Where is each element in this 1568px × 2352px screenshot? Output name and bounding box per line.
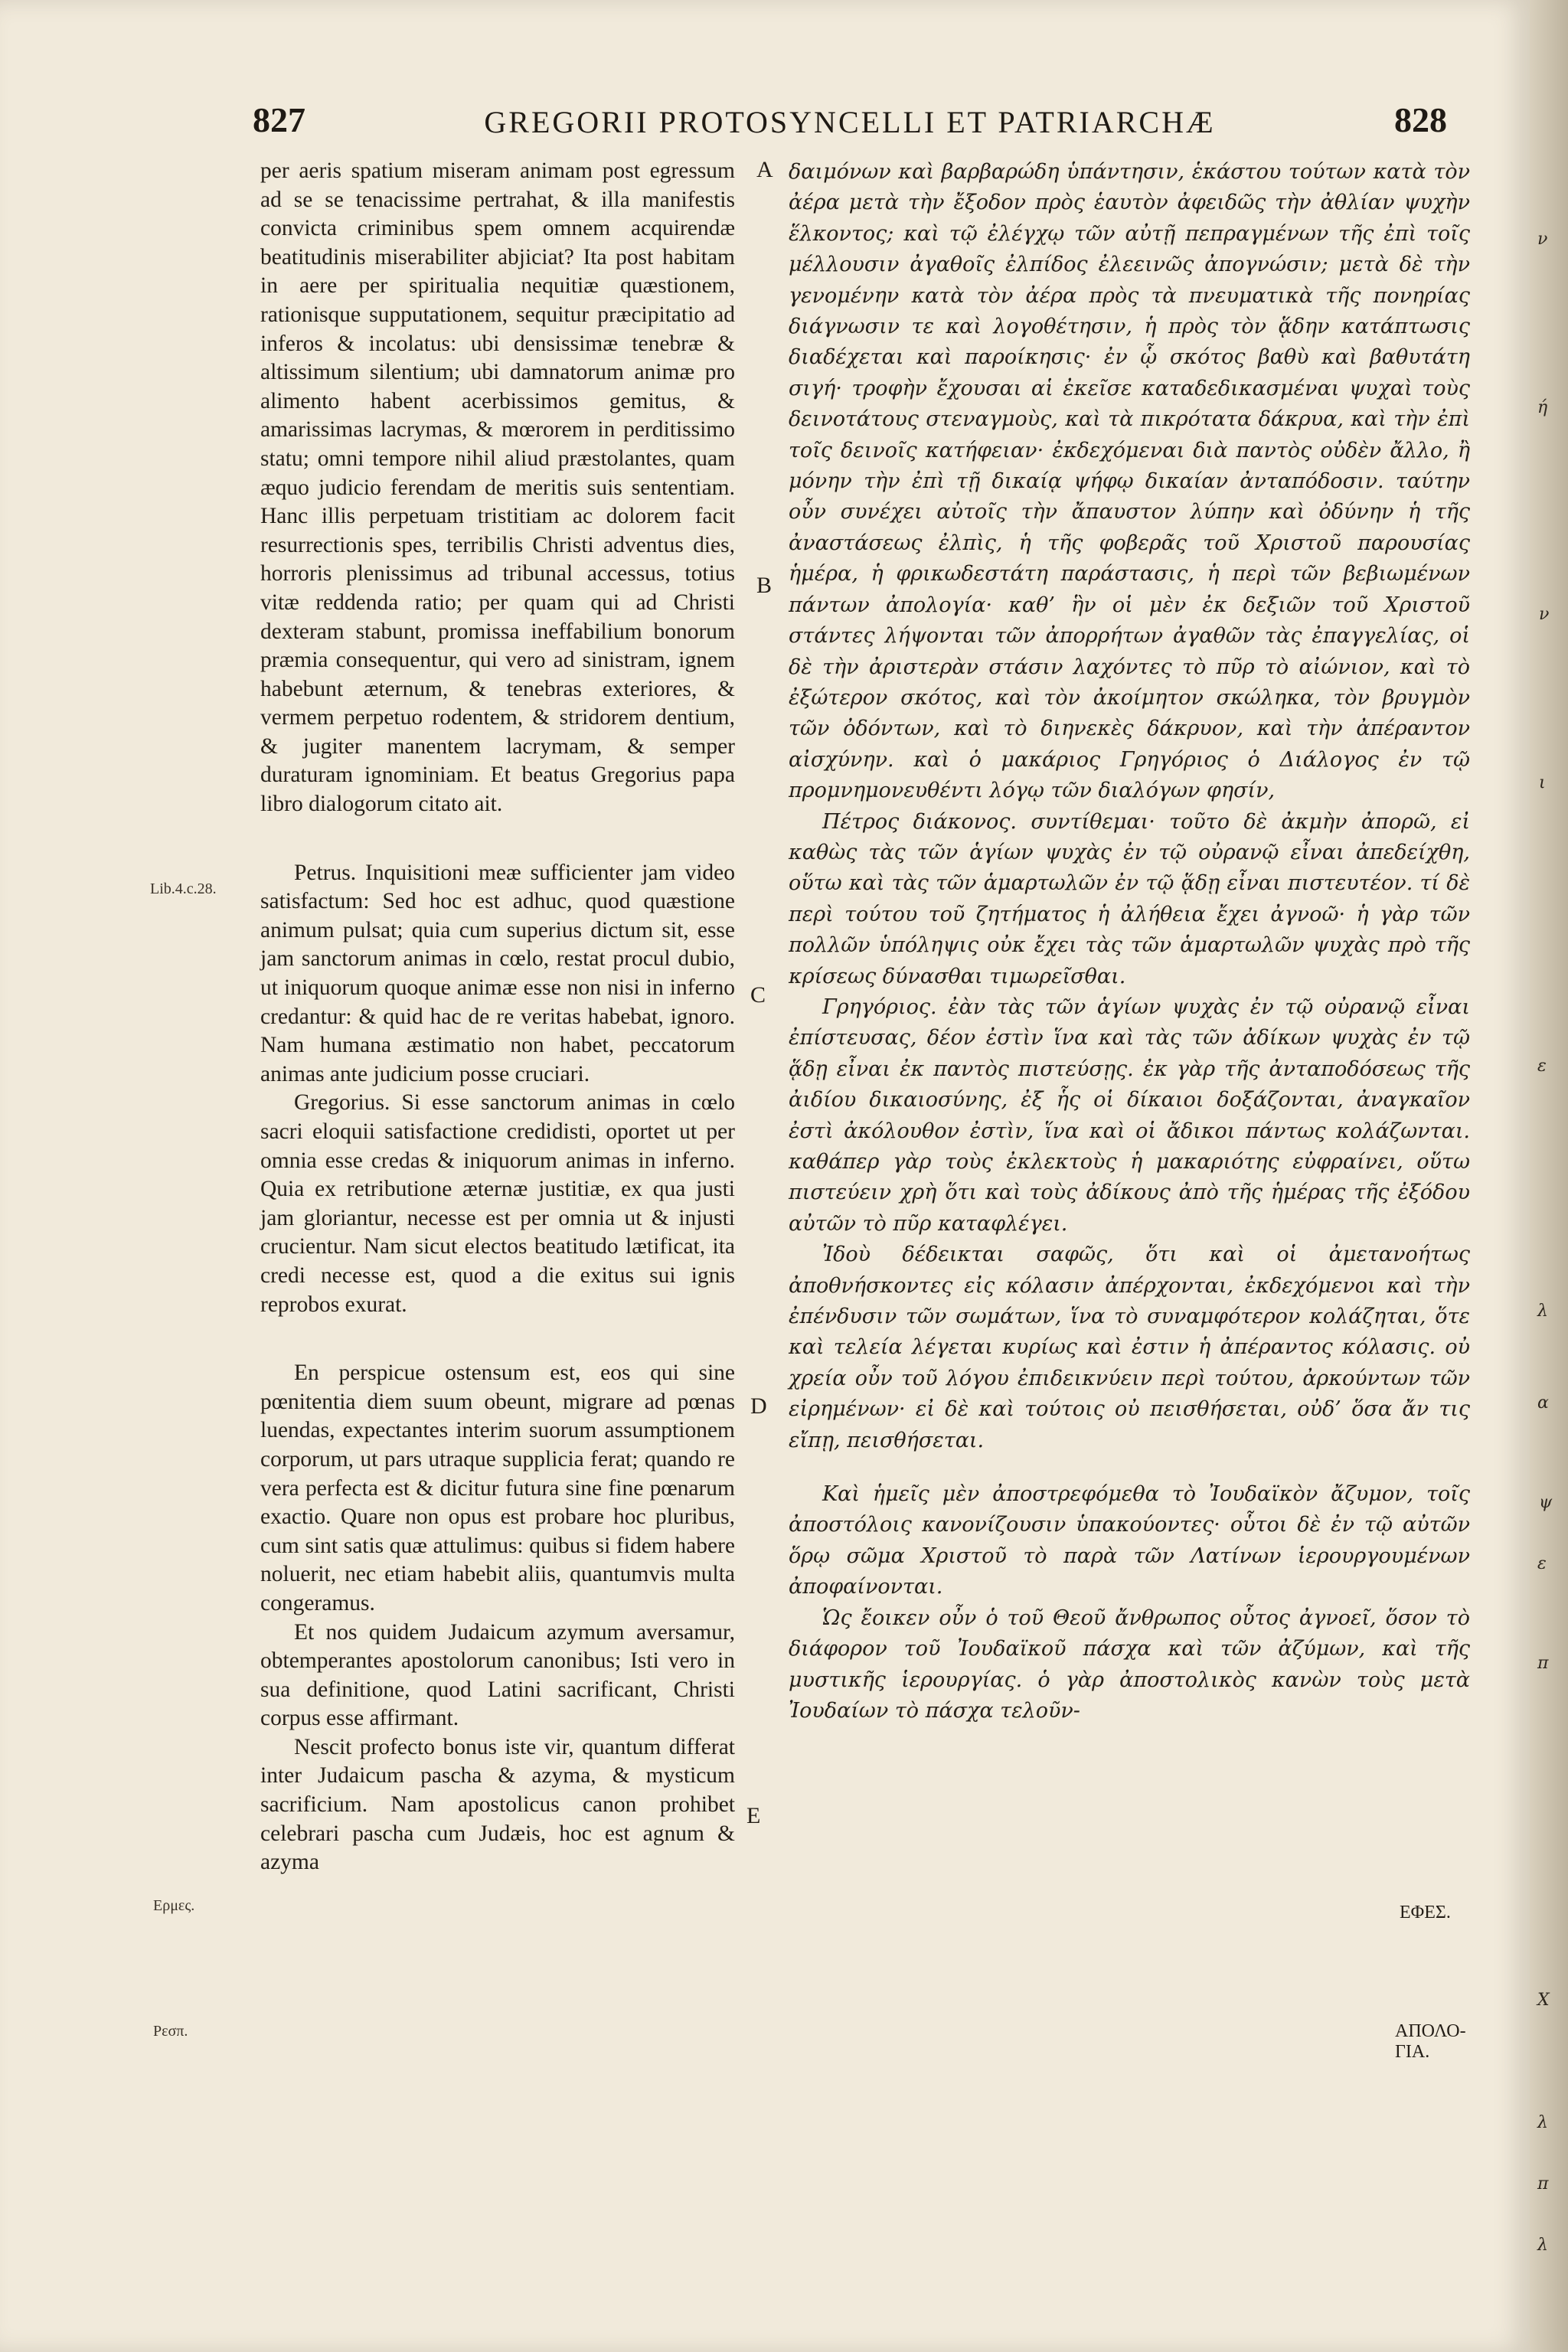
- edge-fragment: ν: [1537, 230, 1548, 249]
- latin-paragraph: Nescit profecto bonus iste vir, quantum differat inter Judaicum pascha & azyma, & mysticum sacrificium. Nam apostolicus canon prohibet celebrari pascha cum Judæis, hoc est agnum & azyma: [260, 1734, 735, 1875]
- page-header: [253, 100, 1447, 145]
- latin-column: [260, 157, 735, 1877]
- edge-fragment: ή: [1537, 398, 1548, 417]
- margin-ref-lib: Lib.4.c.28.: [150, 880, 217, 897]
- greek-paragraph: Ὡς ἔοικεν οὖν ὁ τοῦ Θεοῦ ἄνθρωπος οὗτος ἀγνοεῖ, ὅσον τὸ διάφορον τοῦ Ἰουδαϊκοῦ πάσχα καὶ τῶν ἀζύμων, καὶ τῆς μυστικῆς ἱερουργίας. ὁ γὰρ ἀποστολικὸς κανὼν τοὺς μετὰ Ἰουδαίων τὸ πάσχα τελοῦν-: [789, 1606, 1470, 1723]
- page-number-right: 828: [1394, 100, 1447, 139]
- edge-fragment: λ: [1537, 2113, 1548, 2132]
- edge-fragment: λ: [1537, 2236, 1548, 2255]
- margin-note-ephes: ΕΦΕΣ.: [1400, 1903, 1451, 1922]
- latin-paragraph: Gregorius. Si esse sanctorum animas in cœlo sacri eloquii satisfactione credidisti, oportet ut per omnia esse credas & iniquorum animas in inferno. Quia ex retributione æternæ justitiæ, ex qua justi jam gloriantur, necesse est per omnia ut & injusti crucientur. Nam sicut electos beatitudo lætificat, ita credi necesse est, quod a die exitus sui ignis reprobos exurat.: [260, 1090, 735, 1317]
- section-letter-c: C: [750, 982, 766, 1008]
- edge-fragment: ψ: [1539, 1493, 1553, 1512]
- edge-fragment: π: [1537, 2174, 1549, 2194]
- section-letter-d: D: [750, 1393, 767, 1419]
- greek-paragraph: δαιμόνων καὶ βαρβαρώδη ὑπάντησιν, ἑκάστου τούτων κατὰ τὸν ἀέρα μετὰ τὴν ἔξοδον πρὸς ἑαυτὸν ἀφειδῶς τὴν ἀθλίαν ψυχὴν ἕλκοντος; καὶ τῷ ἐλέγχῳ τῶν αὐτῇ πεπραγμένων τῆς ἐπὶ τοῖς μέλλουσιν ἀγαθοῖς ἐλπίδος ἐλεεινῶς ἀπογνώσιν; μετὰ δὲ τὴν γενομένην κατὰ τὸν ἀέρα πρὸς τὰ πνευματικὰ τῆς πονηρίας διάγνωσιν τε καὶ λογοθέτησιν, ἡ πρὸς τὸν ᾅδην κατάπτωσις διαδέχεται καὶ παροίκησις· ἐν ᾧ σκότος βαθὺ καὶ βαθυτάτη σιγή· τροφὴν ἔχουσαι αἱ ἐκεῖσε καταδεδικασμέναι ψυχαὶ τοὺς δεινοτάτους στεναγμοὺς, καὶ τὰ πικρότατα δάκρυα, καὶ τὴν ἐπὶ τοῖς δεινοῖς κατήφειαν· ἐκδεχόμεναι διὰ παντὸς οὐδὲν ἄλλο, ἢ μόνην τὴν ἐπὶ τῇ δικαίᾳ ψήφῳ δικαίαν ἀνταπόδοσιν. ταύτην οὖν συνέχει αὐτοῖς τὴν ἄπαυστον λύπην καὶ ὀδύνην ἡ τῆς ἀναστάσεως ἐλπὶς, ἡ τῆς φοβερᾶς τοῦ Χριστοῦ παρουσίας ἡμέρα, ἡ φρικωδεστάτη παράστασις, ἡ περὶ τῶν βεβιωμένων πάντων ἀπολογία· καθ’ ἣν οἱ μὲν ἐκ δεξιῶν τοῦ Χριστοῦ στάντες λήψονται τῶν ἀπορρήτων ἀγαθῶν τὰς ἐπαγγελίας, οἱ δὲ τὴν ἀριστερὰν στάσιν λαχόντες τὸ πῦρ τὸ αἰώνιον, καὶ τὸ ἐξώτερον σκότος, καὶ τὸν ἀκοίμητον σκώληκα, τὸν βρυγμὸν τῶν ὀδόντων, καὶ τὸ διηνεκὲς δάκρυον, καὶ τὴν ἀπέραντον αἰσχύνην. καὶ ὁ μακάριος Γρηγόριος ὁ Διάλογος ἐν τῷ προμνημονευθέντι λόγῳ τῶν διαλόγων φησίν,: [789, 160, 1470, 803]
- greek-paragraph: Γρηγόριος. ἐὰν τὰς τῶν ἁγίων ψυχὰς ἐν τῷ οὐρανῷ εἶναι ἐπίστευσας, δέον ἐστὶν ἵνα καὶ τὰς τῶν ἀδίκων ψυχὰς ἐν τῷ ᾅδῃ εἶναι ἐκ παντὸς πιστεύσῃς. ἐκ γὰρ τῆς ἀνταποδόσεως τῆς ἀιδίου δικαιοσύνης, ἐξ ἧς οἱ δίκαιοι δοξάζονται, ἀναγκαῖον ἐστὶ ἀκόλουθον ἐστὶν, ἵνα καὶ οἱ ἄδικοι πάντως κολάζωνται. καθάπερ γὰρ τοὺς ἐκλεκτοὺς ἡ μακαριότης εὐφραίνει, οὕτω πιστεύειν χρὴ ὅτι καὶ τοὺς ἀδίκους ἀπὸ τῆς ἡμέρας τῆς ἐξόδου αὐτῶν τὸ πῦρ καταφλέγει.: [789, 995, 1470, 1236]
- latin-paragraph: Et nos quidem Judaicum azymum aversamur, obtemperantes apostolorum canonibus; Isti vero in sua definitione, quod Latini sacrificant, Christi corpus esse affirmant.: [260, 1619, 735, 1731]
- edge-fragment: ε: [1537, 1057, 1547, 1076]
- greek-paragraph: Πέτρος διάκονος. συντίθεμαι· τοῦτο δὲ ἀκμὴν ἀπορῶ, εἰ καθὼς τὰς τῶν ἁγίων ψυχὰς ἐν τῷ οὐρανῷ εἶναι ἀπεδείχθη, οὕτω καὶ τὰς τῶν ἁμαρτωλῶν ἐν τῷ ᾅδῃ εἶναι πιστευτέον. τί δὲ περὶ τούτου τοῦ ζητήματος ἡ ἀλήθεια ἔχει ἀγνοῶ· ἡ γὰρ τῶν πολλῶν ὑπόληψις οὐκ ἔχει τὰς τῶν ἁμαρτωλῶν ψυχὰς πρὸ τῆς κρίσεως δύνασθαι τιμωρεῖσθαι.: [789, 809, 1470, 988]
- greek-paragraph: Ἰδοὺ δέδεικται σαφῶς, ὅτι καὶ οἱ ἀμετανοήτως ἀποθνήσκοντες εἰς κόλασιν ἀπέρχονται, ἐκδεχόμενοι καὶ τὴν ἐπένδυσιν τῶν σωμάτων, ἵνα τὸ συναμφότερον κολάζηται, ὅτε καὶ τελεία λέγεται κυρίως καὶ ἐστιν ἡ ἀπέραντος κόλασις. οὐ χρεία οὖν τοῦ λόγου ἐπιδεικνύειν περὶ τούτου, ἀρκούντων τῶν εἰρημένων· εἰ δὲ καὶ τούτοις οὐ πεισθήσεται, οὐδ’ ὅσα ἄν τις εἴπῃ, πεισθήσεται.: [789, 1243, 1470, 1452]
- latin-paragraph: En perspicue ostensum est, eos qui sine pœnitentia diem suum obeunt, migrare ad pœnas luendas, expectantes interim suorum assumptionem corporum, ut pars utraque supplicia ferat; quando re vera perfecta est & dicitur futura sine fine pœnarum exactio. Quare non opus est probare hoc pluribus, cum sint satis quæ attulimus: quibus si fidem habere noluerit, nec etiam habebit aliis, quantumvis multa congeramus.: [260, 1361, 735, 1615]
- edge-fragment: π: [1537, 1654, 1549, 1673]
- edge-fragment: λ: [1537, 1302, 1548, 1321]
- margin-note-apologia: ΑΠΟΛΟ-ΓΙΑ.: [1395, 2021, 1466, 2062]
- section-letter-e: E: [746, 1803, 761, 1828]
- section-letter-b: B: [756, 573, 773, 598]
- edge-fragment: ι: [1539, 773, 1546, 792]
- latin-paragraph: per aeris spatium miseram animam post egressum ad se se tenacissime pertrahat, & illa manifestis convicta criminibus spem omnem acquirendæ beatitudinis miserabiliter abjiciat? Ita post habitam in aere per spiritualia nequitiæ quæstionem, rationisque supputationem, sequitur præcipitatio ad inferos & incolatus: ubi densissimæ tenebræ & altissimum silentium; ubi damnatorum animæ pro alimento habent acerbissimos gemitus, & amarissimas lacrymas, & mœrorem in perditissimo statu; omni tempore nihil aliud præstolantes, quam æquo judicio ferendam de meritis suis sententiam. Hanc illis perpetuam tristitiam ac dolorem facit resurrectionis spes, terribilis Christi adventus dies, horroris plenissimus ad tribunal accessus, totius vitæ reddenda ratio; per quam qui ad Christi dexteram stabunt, promissa ineffabilium bonorum præmia consequentur, qui vero ad sinistram, ignem habebunt æternum, & tenebras exteriores, & vermem perpetuo rodentem, & stridorem dentium, & jugiter manentem lacrymam, & semper duraturam ignominiam. Et beatus Gregorius papa libro dialogorum citato ait.: [260, 158, 735, 817]
- edge-fragment: ε: [1537, 1554, 1547, 1573]
- edge-fragment: ν: [1539, 605, 1550, 624]
- edge-fragment: α: [1537, 1393, 1549, 1413]
- page-number-left: 827: [253, 100, 305, 139]
- edge-fragment: Χ: [1537, 1991, 1550, 2010]
- section-letter-a: A: [756, 157, 773, 182]
- running-title: GREGORII PROTOSYNCELLI ET PATRIARCHÆ: [484, 105, 1216, 139]
- greek-paragraph: Καὶ ἡμεῖς μὲν ἀποστρεφόμεθα τὸ Ἰουδαϊκὸν ἄζυμον, τοῖς ἀποστόλοις κανονίζουσιν ὑπακούοντες· οὗτοι δὲ ἐν τῷ αὐτῶν ὅρῳ σῶμα Χριστοῦ τὸ παρὰ τῶν Λατίνων ἱερουργουμένων ἀποφαίνονται.: [789, 1482, 1470, 1599]
- adjacent-page-edge: [1530, 0, 1568, 2352]
- margin-note-1: Ερμες.: [153, 1897, 195, 1914]
- latin-paragraph: Petrus. Inquisitioni meæ sufficienter jam video satisfactum: Sed hoc est adhuc, quod quæstione animum pulsat; quia cum superius dictum sit, esse jam sanctorum animas in cœlo, restat procul dubio, ut iniquorum quoque animæ esse non nisi in inferno credantur: & quid hac de re veritas habebat, ignoro. Nam humana æstimatio non habet, peccatorum animas ante judicium posse cruciari.: [260, 860, 735, 1086]
- margin-note-2: Ρεσπ.: [153, 2023, 188, 2040]
- greek-column: [789, 157, 1470, 1726]
